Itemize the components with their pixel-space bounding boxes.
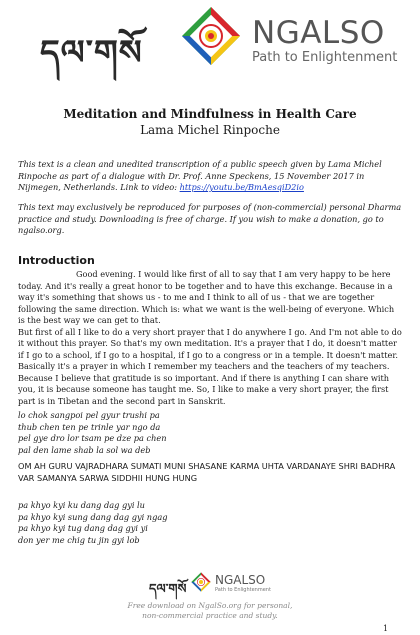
ngalso-emblem-icon bbox=[191, 572, 211, 592]
paragraph: But first of all I like to do a very short prayer that I do anywhere I go. And I'm not able to do it without this prayer. So that's my own meditation. It's a prayer that I do, it doesn't matter if I go to a school, if I go to a hospital, if I go to a congress or in a temple. It doesn't matter. Basically it's a prayer in which I remember my teachers and the teachers of my teachers. Because I believe that gratitude is so important. And if there is anything I can share with you, it is because someone has taught me. So, I like to make a very short prayer, the first part is in Tibetan and the second part in Sanskrit. bbox=[18, 326, 402, 406]
brand-name: NGALSO bbox=[252, 15, 385, 51]
video-link[interactable]: https://youtu.be/BmAesqiD2io bbox=[179, 182, 304, 192]
ngalso-emblem-icon bbox=[181, 6, 241, 66]
intro-text: This text is a clean and unedited transcription of a public speech given by Lama Michel Rinpoche as part of a dialogue with Dr. Prof. Anne Speckens, 15 November 2017 in Nijmegen, Netherlands. Link to video: bbox=[18, 159, 382, 192]
footer-brand-name: NGALSO bbox=[215, 573, 266, 587]
paragraph: Good evening. I would like first of all to say that I am very happy to be here today. And it's really a great honor to be together and to have this exchange. Because in a way it's something that shows us - to me and I think to all of us - that we are together following the same direction. Which is: what we want is the well-being of everyone. Which is the best way we can get to that. bbox=[18, 269, 395, 325]
verse-line: thub chen ten pe trinle yar ngo da bbox=[18, 421, 161, 432]
tibetan-logo-text: དལ་གསོ bbox=[40, 33, 143, 73]
brand-block bbox=[252, 16, 397, 66]
verse-line: pa khyo kyi tug dang dag gyi yi bbox=[18, 523, 148, 533]
verse-line: pel gye dro lor tsam pe dze pa chen bbox=[18, 433, 167, 443]
verse-line: pa khyo kyi sung dang dag gyi ngag bbox=[18, 511, 168, 522]
footer-brand-tagline: Path to Enlightenment bbox=[215, 587, 271, 593]
tibetan-prayer-verse bbox=[18, 410, 403, 456]
sanskrit-mantra: OM AH GURU VAJRADHARA SUMATI MUNI SHASANE KARMA UHTA VARDANAYE SHRI BADHRA VAR SAMANYA SARWA SIDDHII HUNG HUNG bbox=[18, 461, 396, 483]
document-author: Lama Michel Rinpoche bbox=[140, 123, 280, 137]
intro-note bbox=[18, 159, 403, 194]
free-download-note bbox=[0, 601, 420, 621]
usage-notice: This text may exclusively be reproduced for purposes of (non-commercial) personal Dharma practice and study. Downloading is free of charge. If you wish to make a donation, go to ngalso.org. bbox=[18, 202, 402, 235]
free-download-line: Free download on NgalSo.org for personal, bbox=[127, 601, 293, 610]
brand-tagline: Path to Enlightenment bbox=[252, 50, 398, 65]
introduction-body bbox=[18, 269, 403, 407]
footer-logo bbox=[149, 572, 279, 600]
verse-line: pa khyo kyi ku dang dag gyi lu bbox=[18, 500, 145, 510]
verse-line: lo chok sangpoi pel gyur trushi pa bbox=[18, 410, 160, 420]
footer-tibetan-logo-text: དལ་གསོ bbox=[149, 582, 187, 597]
page-header bbox=[0, 0, 420, 88]
section-heading-introduction: Introduction bbox=[18, 254, 95, 267]
verse-line: don yer me chig tu jin gyi lob bbox=[18, 534, 140, 545]
free-download-line: non-commercial practice and study. bbox=[142, 611, 278, 620]
document-title: Meditation and Mindfulness in Health Care bbox=[63, 107, 357, 121]
page-number: 1 bbox=[383, 624, 389, 633]
verse-line: pal den lame shab la sol wa deb bbox=[18, 444, 151, 455]
tibetan-blessing-verse bbox=[18, 500, 403, 546]
